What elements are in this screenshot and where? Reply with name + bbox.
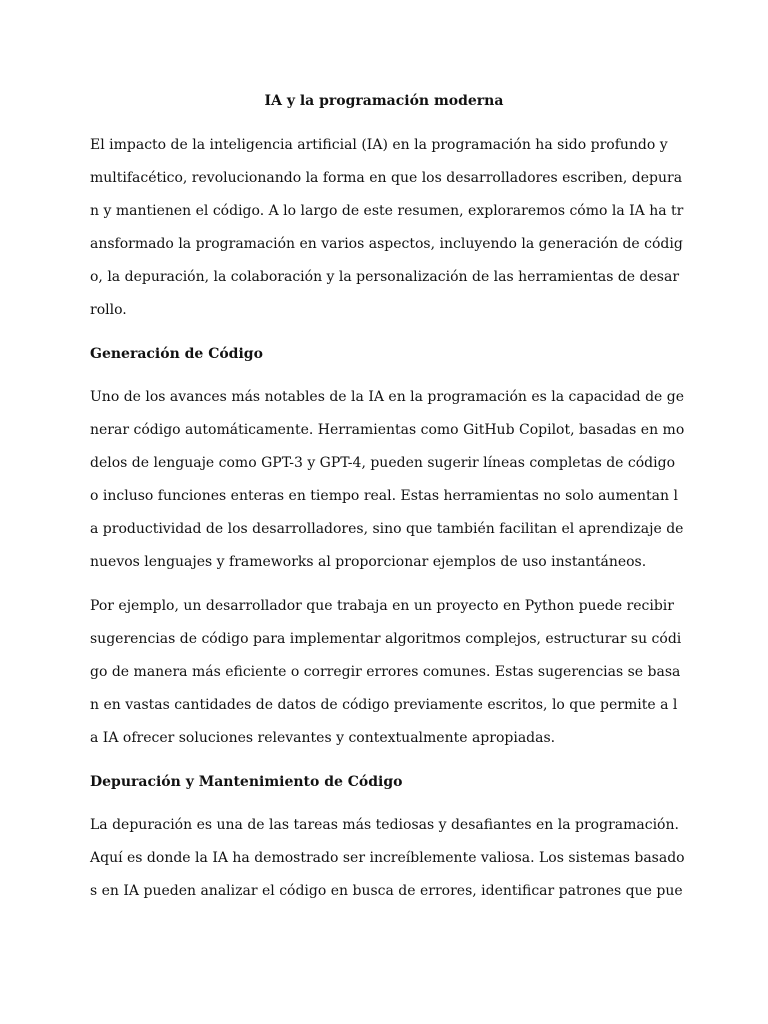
text-line: El impacto de la inteligencia artificial (IA) en la programación ha sido profundo y — [90, 137, 668, 153]
text-line: n y mantienen el código. A lo largo de este resumen, exploraremos cómo la IA ha tr — [90, 203, 684, 219]
text-line: rollo. — [90, 302, 127, 318]
code-generation-paragraph-2 — [90, 596, 690, 761]
text-line: n en vastas cantidades de datos de código previamente escritos, lo que permite a l — [90, 697, 678, 713]
document-title: IA y la programación moderna — [264, 93, 504, 109]
text-line: La depuración es una de las tareas más tediosas y desafiantes en la programación. — [90, 817, 679, 833]
text-line: Uno de los avances más notables de la IA en la programación es la capacidad de ge — [90, 389, 685, 405]
text-line: nerar código automáticamente. Herramientas como GitHub Copilot, basadas en mo — [90, 422, 685, 438]
text-line: o incluso funciones enteras en tiempo real. Estas herramientas no solo aumentan l — [90, 488, 678, 504]
text-line: Aquí es donde la IA ha demostrado ser increíblemente valiosa. Los sistemas basado — [90, 850, 685, 866]
section-heading-code-generation: Generación de Código — [90, 346, 263, 362]
section-heading-debugging: Depuración y Mantenimiento de Código — [90, 774, 403, 790]
text-line: a productividad de los desarrolladores, sino que también facilitan el aprendizaje de — [90, 521, 684, 537]
text-line: nuevos lenguajes y frameworks al proporcionar ejemplos de uso instantáneos. — [90, 554, 647, 570]
text-line: multifacético, revolucionando la forma en que los desarrolladores escriben, depura — [90, 170, 683, 186]
text-line: a IA ofrecer soluciones relevantes y contextualmente apropiadas. — [90, 730, 556, 746]
text-line: go de manera más eficiente o corregir errores comunes. Estas sugerencias se basa — [90, 664, 681, 680]
code-generation-paragraph-1 — [90, 387, 690, 585]
text-line: Por ejemplo, un desarrollador que trabaja en un proyecto en Python puede recibir — [90, 598, 674, 614]
text-line: delos de lenguaje como GPT-3 y GPT-4, pueden sugerir líneas completas de código — [90, 455, 675, 471]
text-line: sugerencias de código para implementar algoritmos complejos, estructurar su códi — [90, 631, 682, 647]
intro-paragraph — [90, 135, 690, 333]
text-line: ansformado la programación en varios aspectos, incluyendo la generación de códig — [90, 236, 683, 252]
text-line: s en IA pueden analizar el código en busca de errores, identificar patrones que pue — [90, 883, 683, 899]
text-line: o, la depuración, la colaboración y la personalización de las herramientas de desar — [90, 269, 680, 285]
debugging-paragraph-1 — [90, 815, 690, 914]
